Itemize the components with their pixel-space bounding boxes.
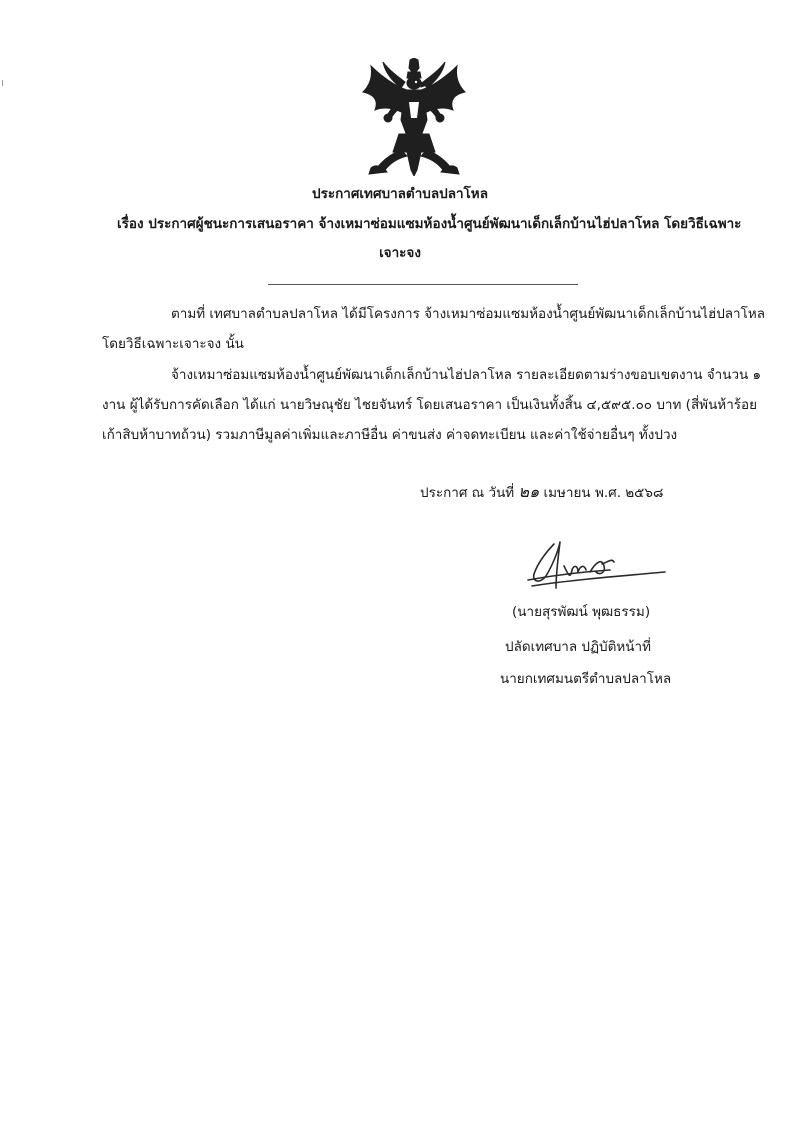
paragraph-1-line-2: โดยวิธีเฉพาะเจาะจง นั้น: [102, 336, 244, 352]
paragraph-1-line-1: ตามที่ เทศบาลตำบลปลาโหล ได้มีโครงการ จ้างเหมาซ่อมแซมห้องน้ำศูนย์พัฒนาเด็กเล็กบ้านไฮ่ปลาโหล: [171, 306, 766, 322]
paragraph-2-line-1: จ้างเหมาซ่อมแซมห้องน้ำศูนย์พัฒนาเด็กเล็กบ้านไฮ่ปลาโหล รายละเอียดตามร่างขอบเขตงาน จำนวน ๑: [171, 367, 762, 383]
scan-artifact: [2, 80, 3, 86]
announcement-date: [420, 483, 663, 502]
date-day: ๒๑: [518, 482, 540, 501]
paragraph-2-line-3: เก้าสิบห้าบาทถ้วน) รวมภาษีมูลค่าเพิ่มและภาษีอื่น ค่าขนส่ง ค่าจดทะเบียน และค่าใช้จ่ายอื่นๆ ทั้งปวง: [102, 427, 678, 443]
subject-line: เรื่อง ประกาศผู้ชนะการเสนอราคา จ้างเหมาซ่อมแซมห้องน้ำศูนย์พัฒนาเด็กเล็กบ้านไฮ่ปลาโหล โดยวิธีเฉพาะ: [117, 216, 742, 232]
divider: [268, 284, 578, 285]
handwritten-signature-icon: [520, 536, 670, 606]
subject-line-continued: เจาะจง: [379, 245, 421, 261]
garuda-emblem-icon: [361, 58, 467, 176]
paragraph-2-line-2: งาน ผู้ได้รับการคัดเลือก ได้แก่ นายวิษณุชัย ไชยจันทร์ โดยเสนอราคา เป็นเงินทั้งสิ้น ๔,๕๙๕.๐๐ บาท (สี่พันห้าร้อย: [102, 397, 758, 413]
date-month-year: เมษายน พ.ศ. ๒๕๖๘: [543, 485, 664, 501]
date-prefix: ประกาศ ณ วันที่: [420, 485, 515, 501]
signatory-acting-position: นายกเทศมนตรีตำบลปลาโหล: [500, 671, 672, 687]
signatory-position: ปลัดเทศบาล ปฏิบัติหน้าที่: [505, 639, 651, 655]
signatory-name: (นายสุรพัฒน์ พุฒธรรม): [512, 604, 651, 620]
announcement-title: ประกาศเทศบาลตำบลปลาโหล: [312, 186, 488, 202]
